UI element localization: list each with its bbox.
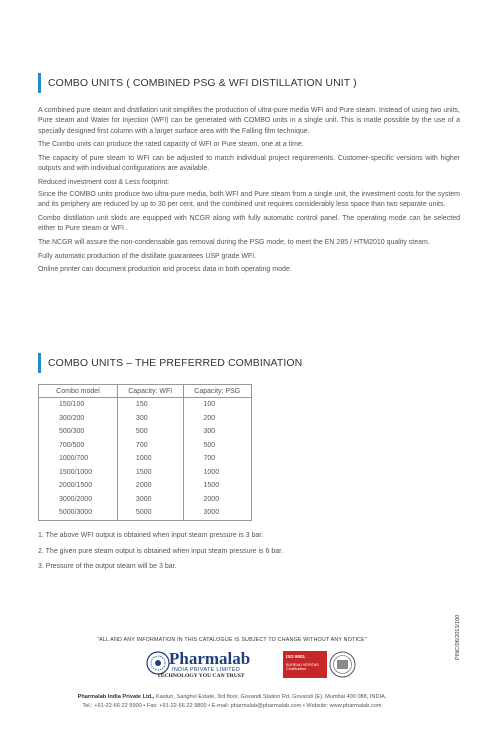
notes-list [38,528,283,575]
address-text: Kasturi, Sanghvi Estate, 3rd floor, Govandi Station Rd, Govandi (E), Mumbai 400 088, INDIA. [154,694,387,700]
table-cell: 2000 [117,479,183,493]
table-cell: 700/500 [59,441,85,449]
table-header-row [39,385,252,398]
address-line [0,693,464,702]
combo-capacity-table [38,384,252,521]
table-cell: 500 [117,425,183,439]
table-cell: 1000/700 [59,455,89,463]
cert-label: Certification [286,667,307,672]
section-heading-preferred-combination [38,353,302,373]
table-cell: 100 [183,398,251,412]
table-cell: 3000 [183,506,251,520]
column-header: Capacity: WFI [117,385,183,398]
document-code: PINC/06/2013/100 [455,614,461,660]
table-cell: 700 [183,452,251,466]
paragraph: A combined pure steam and distillation unit simplifies the production of ultra-pure media WFI and Pure steam. Instead of using two units, Pure steam and Water for Injection (WFI) can be generated with COMBO units in a single unit. This is made possible by the use of a specially designed first column with a larger surface area with the Falling film technique. [38,107,460,135]
table-cell: 1500 [117,466,183,480]
table-cell: 150/100 [59,401,85,409]
table-row [39,439,252,453]
table-cell: 1500/1000 [59,468,93,476]
section-title: COMBO UNITS ( COMBINED PSG & WFI DISTILLATION UNIT ) [48,77,357,89]
table-cell: 2000 [183,493,251,507]
section-heading-combo-units [38,73,357,93]
table-cell: 500/300 [59,428,85,436]
company-name: Pharmalab India Private Ltd., [77,694,155,700]
paragraph: Since the COMBO units produce two ultra-pure media, both WFI and Pure steam from a single unit, the investment costs for the system and its periphery are reduced by up to 30 per cent, and the combined unit requires considerably less space than two separate units. [38,190,460,208]
table-cell: 200 [183,412,251,426]
heading-accent-bar [38,353,41,373]
table-row [39,412,252,426]
table-cell: 700 [117,439,183,453]
paragraph: The Combo units can produce the rated capacity of WFI or Pure steam, one at a time. [38,141,304,149]
company-address [0,693,464,710]
table-cell: 1000 [117,452,183,466]
note-item: 3. Pressure of the output steam will be 3 bar. [38,563,177,570]
table-cell: 500 [183,439,251,453]
paragraph: Fully automatic production of the distillate guarantees USP grade WFI. [38,252,257,260]
table-cell: 300 [117,412,183,426]
brand-name: Pharmalab [169,649,251,668]
iso-certification-badge [283,651,327,678]
table-row [39,479,252,493]
section-title: COMBO UNITS – THE PREFERRED COMBINATION [48,357,303,369]
table-cell: 2000/1500 [59,482,93,490]
brand-tagline: TECHNOLOGY YOU CAN TRUST [157,673,245,679]
heading-accent-bar [38,73,41,93]
note-item: 1. The above WFI output is obtained when input steam pressure is 3 bar. [38,532,264,539]
note-item: 2. The given pure steam output is obtained when input steam pressure is 6 bar. [38,547,284,555]
table-row [39,425,252,439]
table-row [39,506,252,520]
table-row [39,493,252,507]
table-cell: 3000 [117,493,183,507]
table-cell: 150 [117,398,183,412]
column-header: Capacity: PSG [183,385,251,398]
brand-subtitle: INDIA PRIVATE LIMITED [172,667,241,673]
certification-seal-icon [329,651,356,678]
paragraph: The capacity of pure steam to WFI can be adjusted to match individual project requirements. Customer-specific versions with higher outputs and with individual configurations are available. [38,155,460,173]
contact-line: Tel.: +91-22-66 22 9900 • Fax: +91-22-66 22 9800 • E-mail: pharmalab@pharmalab.com • Website: www.pharmalab.com [82,702,382,709]
table-row [39,398,252,412]
table-cell: 5000 [117,506,183,520]
paragraph: Reduced investment cost & Less footprint: [38,179,170,187]
table-cell: 5000/3000 [59,509,93,517]
pharmalab-logo [145,650,275,680]
table-row [39,452,252,466]
cert-bv-text [286,663,319,672]
table-body [39,398,252,521]
disclaimer: "ALL AND ANY INFORMATION IN THIS CATALOGUE IS SUBJECT TO CHANGE WITHOUT ANY NOTICE" [97,637,367,643]
table-cell: 1000 [183,466,251,480]
cert-iso-text: ISO 9001 [286,654,306,659]
cert-bv-name: BUREAU VERITAS [286,663,319,667]
table-row [39,466,252,480]
table-cell: 300 [183,425,251,439]
paragraph: Combo distillation unit skids are equipped with NCGR along with fully automatic control panel. The operating mode can be selected either to Pure steam or WFI . [38,214,460,232]
body-text [38,106,460,279]
paragraph: The NCGR will assure the non-condensable gas removal during the PSG mode, to meet the EN 285 / HTM2010 quality steam. [38,238,430,246]
table-cell: 300/200 [59,414,85,422]
column-header: Combo model [39,385,118,398]
table-cell: 3000/2000 [59,495,93,503]
paragraph: Online printer can document production and process data in both operating mode. [38,266,292,274]
table-cell: 1500 [183,479,251,493]
